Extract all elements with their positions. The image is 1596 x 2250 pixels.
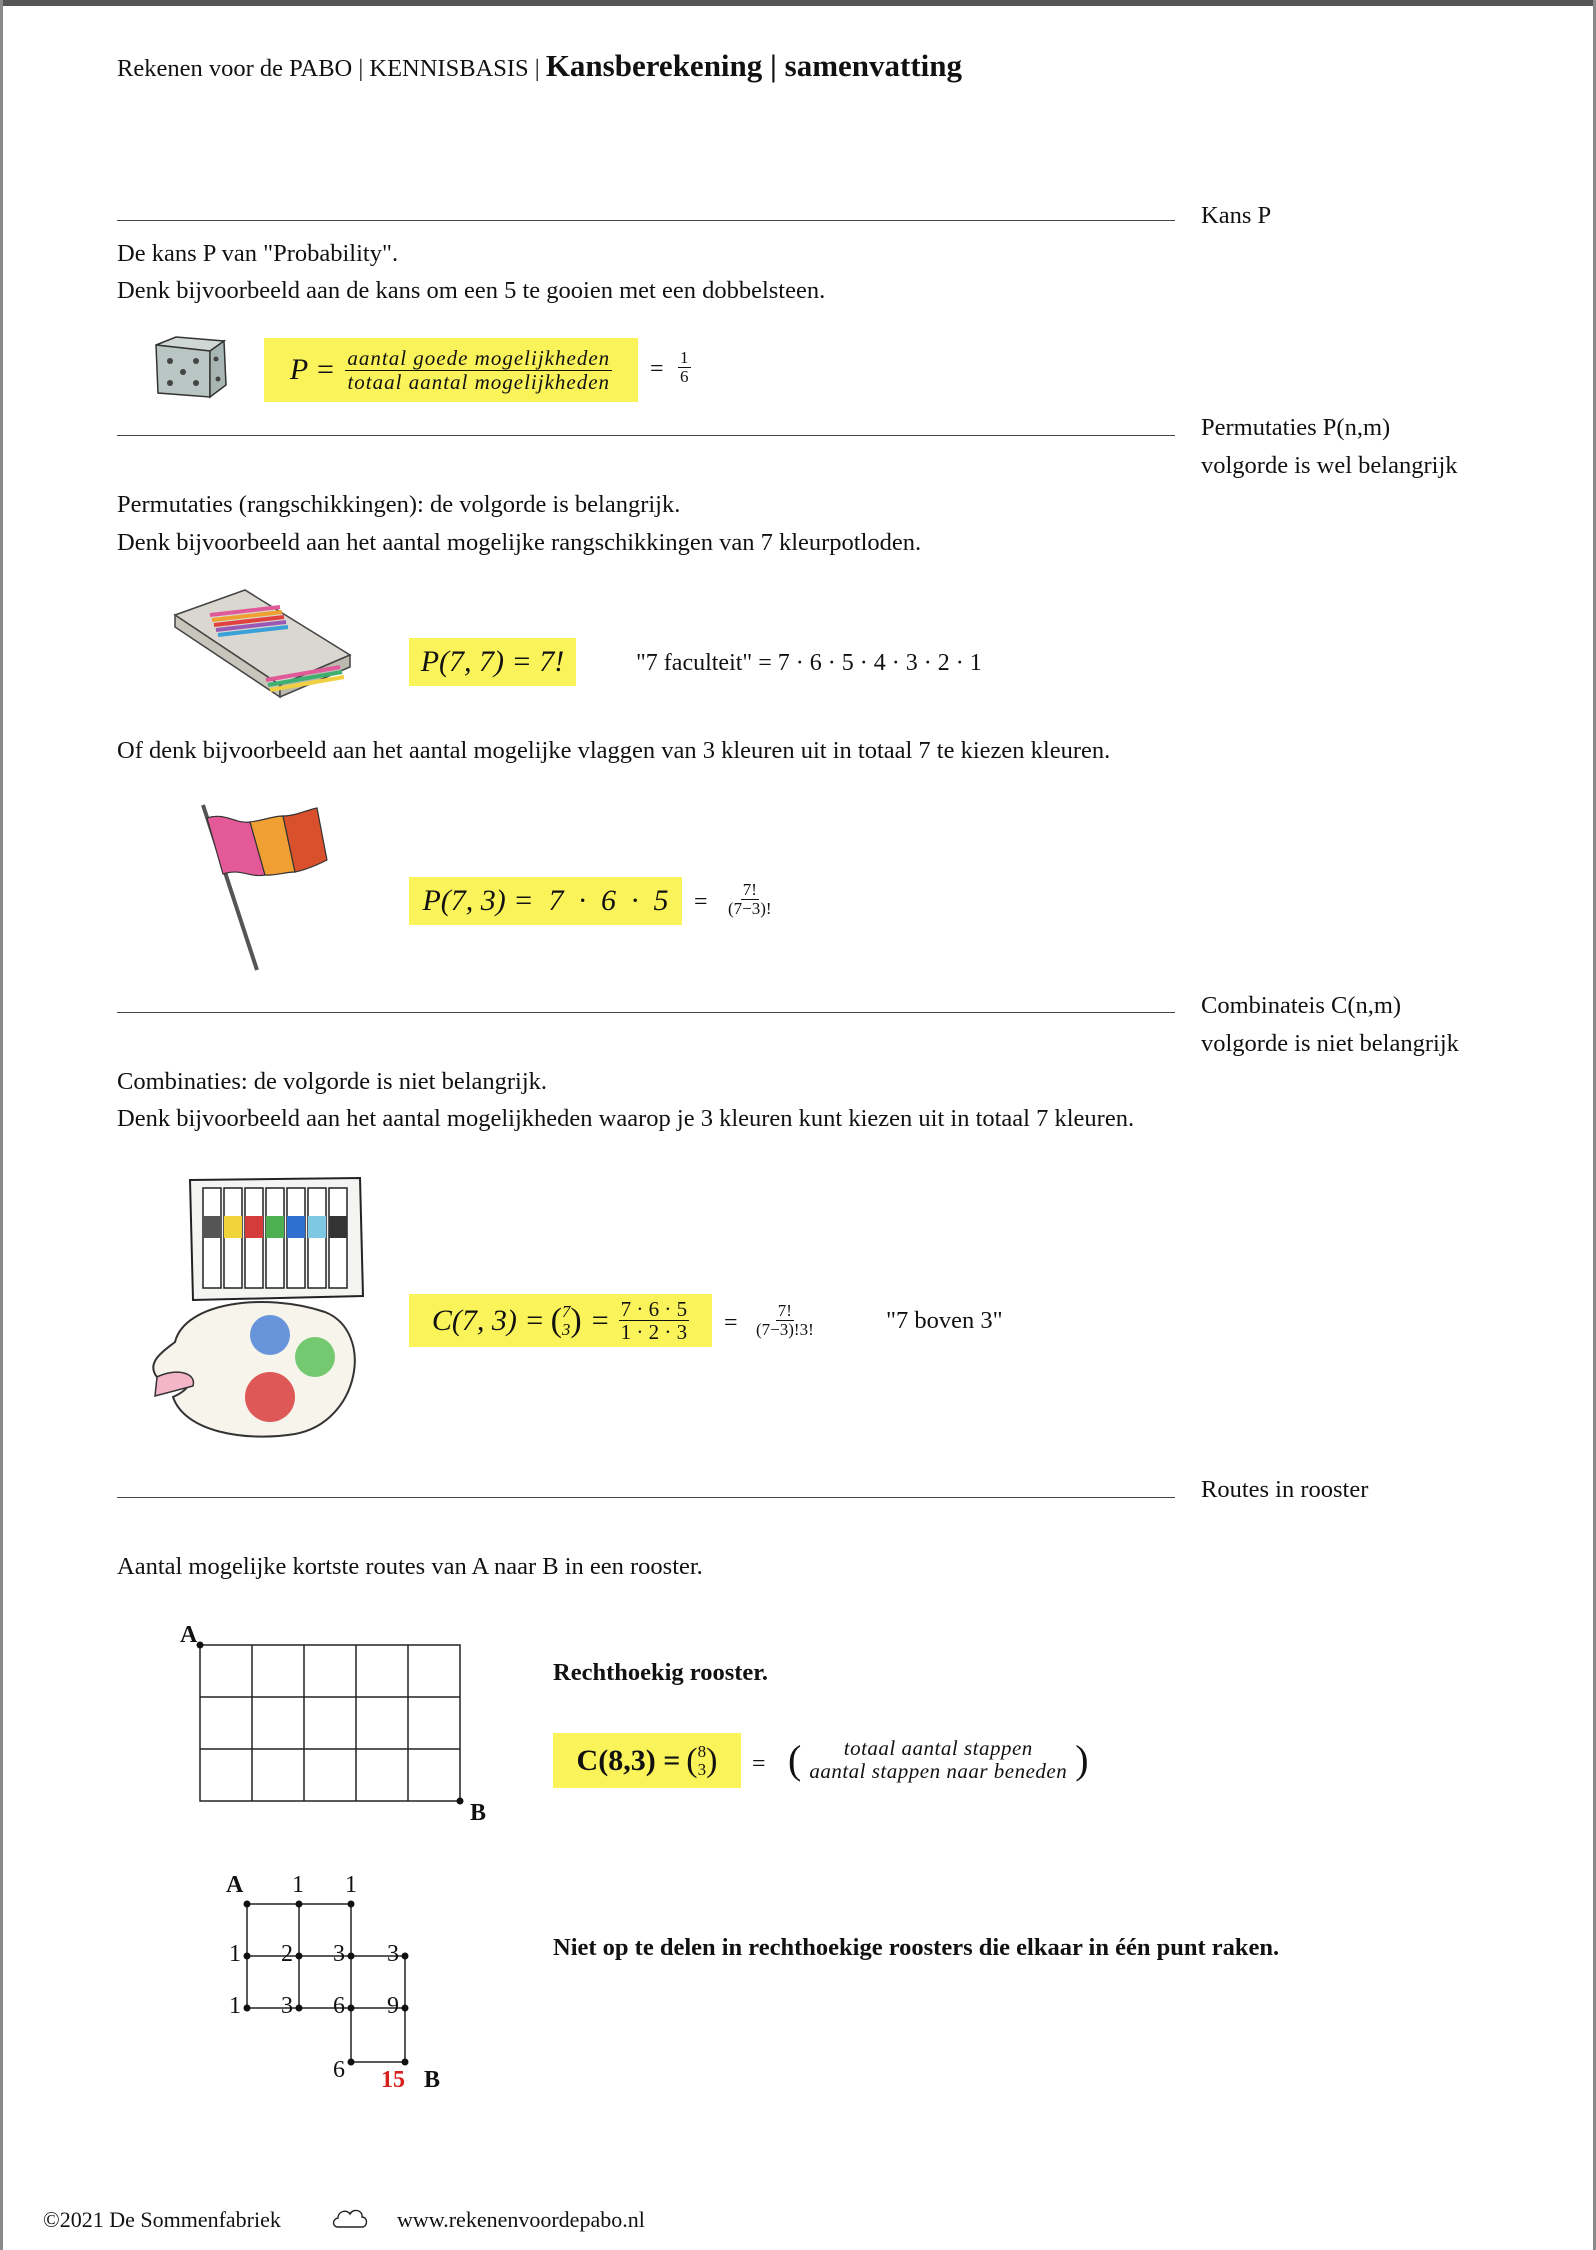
combinatie-binom-open: ( [550, 1301, 562, 1339]
lgrid-count: 9 [387, 1993, 399, 2019]
routes-equals: = [752, 1751, 766, 1777]
side-label-routes: Routes in rooster [1201, 1476, 1369, 1503]
side-label-combinaties-1: Combinateis C(n,m) [1201, 992, 1402, 1019]
combinatie-fraction [619, 1298, 690, 1343]
kans-result-numerator: 1 [680, 348, 689, 367]
grid-label-a: A [180, 1622, 198, 1648]
routes-intro: Aantal mogelijke kortste routes van A naar B in een rooster. [117, 1553, 703, 1580]
lgrid-count: 1 [229, 1993, 241, 2019]
lgrid-label-a: A [226, 1872, 244, 1898]
section-divider-routes [117, 1497, 1175, 1498]
permutatie-result-fraction [726, 881, 774, 918]
kans-formula-numerator: aantal goede mogelijkheden [347, 346, 611, 371]
l-shaped-grid [238, 1895, 413, 2070]
lgrid-top-count-2: 1 [345, 1872, 357, 1898]
footer-url[interactable]: www.rekenenvoordepabo.nl [397, 2207, 645, 2232]
lgrid-count: 1 [229, 1941, 241, 1967]
kans-result-denominator: 6 [680, 366, 689, 386]
section-divider-kans [117, 220, 1175, 221]
combinatie-equals-2: = [724, 1310, 738, 1336]
flag-illustration [195, 800, 330, 975]
kans-equals: = [650, 356, 664, 382]
header-subtitle: samenvatting [784, 48, 963, 83]
combinaties-line1: Combinaties: de volgorde is niet belangrijk. [117, 1068, 548, 1095]
kans-formula-lhs: P = [289, 353, 336, 386]
combinatie-result-denominator: (7−3)!3! [756, 1319, 814, 1339]
combinatie-binom [562, 1303, 571, 1339]
routes-binom-close: ) [706, 1741, 718, 1779]
side-label-combinaties-2: volgorde is niet belangrijk [1201, 1030, 1459, 1057]
kans-intro-line2: Denk bijvoorbeeld aan de kans om een 5 te gooien met een dobbelsteen. [117, 277, 826, 304]
side-label-kans: Kans P [1201, 202, 1272, 229]
permutatie-formula-1: P(7, 7) = 7! [420, 645, 565, 678]
footer-copyright: ©2021 De Sommenfabriek [43, 2207, 281, 2232]
routes-words-bottom: aantal stappen naar beneden [809, 1758, 1068, 1783]
routes-words-binom [809, 1737, 1067, 1781]
routes-formula-highlight [553, 1733, 741, 1788]
page-header [117, 48, 962, 84]
routes-binom [698, 1743, 707, 1779]
combinatie-equals-1: = [591, 1303, 609, 1337]
permutatie-formula-2: P(7, 3) = 7 · 6 · 5 [422, 884, 669, 917]
side-label-permutaties-1: Permutaties P(n,m) [1201, 414, 1391, 441]
combinatie-result-fraction [754, 1302, 816, 1339]
combinatie-formula-lhs: C(7, 3) = [431, 1303, 545, 1337]
routes-binom-top: 8 [697, 1741, 707, 1761]
lgrid-count: 6 [333, 2057, 345, 2083]
lgrid-count: 3 [387, 1941, 399, 1967]
boven-note: "7 boven 3" [886, 1307, 1003, 1334]
window-top-border [0, 0, 1596, 6]
combinatie-fraction-numerator: 7 · 6 · 5 [620, 1296, 688, 1321]
permutatie-formula-2-highlight [409, 877, 682, 925]
lgrid-label-b: B [424, 2067, 441, 2093]
section-divider-combinaties [117, 1012, 1175, 1013]
section-divider-permutaties [117, 435, 1175, 436]
cloud-icon [330, 2205, 370, 2233]
window-left-border [0, 0, 3, 2250]
permutaties-line1: Permutaties (rangschikkingen): de volgorde is belangrijk. [117, 491, 681, 518]
permutatie-result-denominator: (7−3)! [728, 898, 772, 918]
combinatie-formula-highlight [409, 1294, 712, 1347]
combinatie-fraction-denominator: 1 · 2 · 3 [620, 1320, 688, 1344]
header-prefix: Rekenen voor de PABO | KENNISBASIS | [117, 55, 540, 82]
header-separator: | [762, 48, 785, 83]
lgrid-note: Niet op te delen in rechthoekige roosters die elkaar in één punt raken. [553, 1934, 1280, 1961]
combinatie-binom-top: 7 [561, 1301, 571, 1321]
lgrid-final-count: 15 [381, 2067, 405, 2093]
side-label-permutaties-2: volgorde is wel belangrijk [1201, 452, 1458, 479]
routes-words-open: ( [788, 1737, 802, 1782]
routes-words-top: totaal aantal stappen [843, 1736, 1033, 1761]
permutatie-equals: = [694, 889, 708, 915]
kans-formula-highlight [264, 338, 638, 402]
lgrid-top-count-1: 1 [292, 1872, 304, 1898]
lgrid-count: 6 [333, 1993, 345, 2019]
routes-binom-bottom: 3 [697, 1759, 707, 1779]
combinatie-binom-close: ) [570, 1301, 582, 1339]
kans-formula-fraction [345, 347, 612, 392]
kans-formula-denominator: totaal aantal mogelijkheden [347, 369, 611, 394]
lgrid-count: 3 [281, 1993, 293, 2019]
pencil-box-illustration [170, 585, 355, 715]
permutatie-formula-highlight [409, 638, 576, 686]
routes-binom-open: ( [686, 1741, 698, 1779]
rectangular-grid [195, 1640, 470, 1810]
lgrid-count: 3 [333, 1941, 345, 1967]
paint-illustration [145, 1172, 365, 1447]
combinatie-result-numerator: 7! [777, 1301, 792, 1320]
kans-intro-line1: De kans P van "Probability". [117, 240, 399, 267]
kans-result-fraction [678, 349, 691, 386]
routes-words-close: ) [1075, 1737, 1089, 1782]
routes-binom-words [788, 1736, 1089, 1783]
combinatie-binom-bottom: 3 [561, 1319, 571, 1339]
dice-illustration [148, 333, 230, 401]
combinaties-line2: Denk bijvoorbeeld aan het aantal mogelijkheden waarop je 3 kleuren kunt kiezen uit in totaal 7 kleuren. [117, 1105, 1135, 1132]
permutaties-line2: Denk bijvoorbeeld aan het aantal mogelijke rangschikkingen van 7 kleurpotloden. [117, 529, 922, 556]
faculteit-note: "7 faculteit" = 7 · 6 · 5 · 4 · 3 · 2 · 1 [636, 650, 982, 676]
permutatie-result-numerator: 7! [742, 880, 757, 899]
lgrid-count: 2 [281, 1941, 293, 1967]
routes-formula-lhs: C(8,3) = [576, 1743, 681, 1777]
permutaties-line3: Of denk bijvoorbeeld aan het aantal mogelijke vlaggen van 3 kleuren uit in totaal 7 te kiezen kleuren. [117, 737, 1111, 764]
grid-label-b: B [470, 1800, 487, 1826]
rectangular-grid-title: Rechthoekig rooster. [553, 1659, 769, 1686]
header-title: Kansberekening [545, 48, 763, 83]
